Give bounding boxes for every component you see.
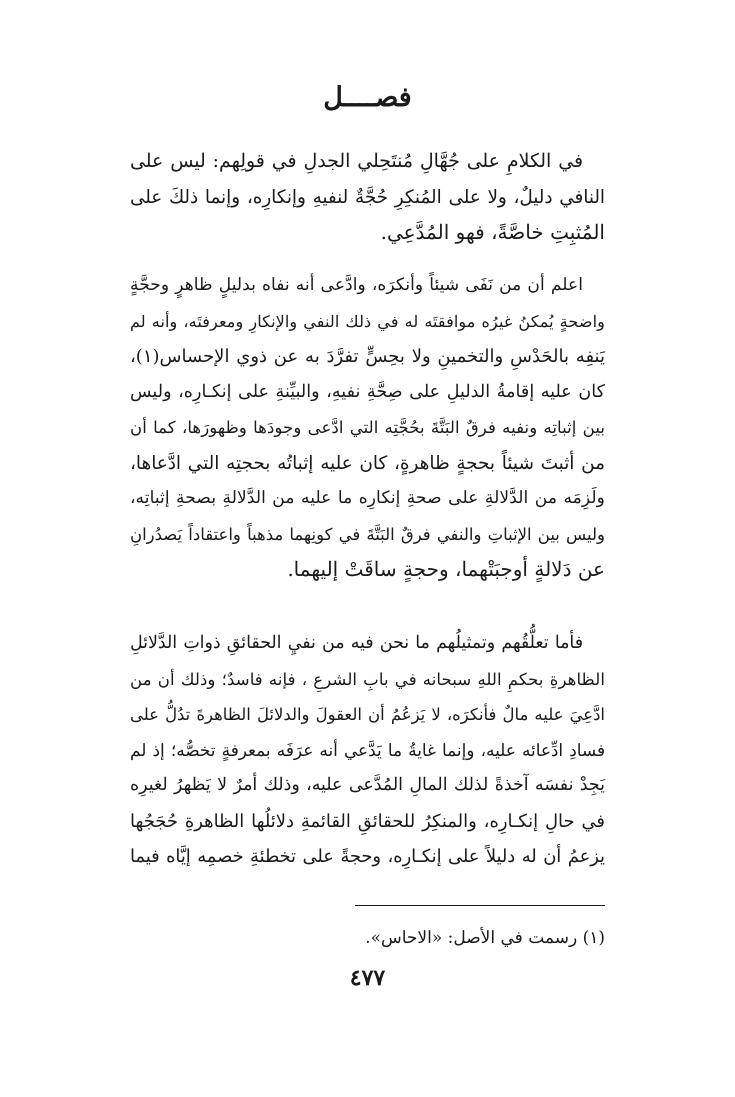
- page-number: ٤٧٧: [349, 965, 386, 991]
- section-heading: فصــــل: [323, 82, 412, 113]
- footnote-separator: [355, 905, 605, 906]
- paragraph-objection: [130, 626, 605, 875]
- text-line: النافي دليلٌ، ولا على المُنكِرِ حُجَّةٌ لنفيهِ وإنكارِه، وإنما ذلكَ على: [130, 186, 605, 208]
- text-line: عن دَلالةٍ أوجبَتْهما، وحجةٍ ساقَتْ إليهما.: [287, 557, 605, 581]
- text-line: كان عليه إقامةُ الدليلِ على صِحَّةِ نفيهِ، والبيِّنةِ على إنكـارِه، وليس: [130, 381, 605, 402]
- text-line: من أثبتَ شيئاً بحجةٍ ظاهرةٍ، كان عليه إثباتُه بحجتِه التي ادَّعاها،: [130, 452, 605, 474]
- paragraph-title-statement: [130, 144, 605, 251]
- text-line: المُثبِتِ خاصَّةً، فهو المُدَّعِي.: [380, 220, 605, 244]
- text-line: فأما تعلُّقُهم وتمثيلُهم ما نحن فيه من نفيِ الحقائقِ ذواتِ الدَّلائلِ: [130, 633, 583, 653]
- text-line: يَنفِه بالحَدْسِ والتخمينِ ولا بحِسٍّ تفرَّدَ به عن ذوي الإحساس(١)،: [130, 346, 605, 367]
- text-line: فسادِ ادِّعائه عليه، وإنما غايةُ ما يَدَّعي أنه عرَفَه بمعرفةٍ تخصُّه؛ إذ لم: [130, 739, 605, 760]
- text-line: يزعمُ أن له دليلاً على إنكـارِه، وحجةً على تخطئةِ خصمِه إيَّاه فيما: [130, 846, 605, 867]
- text-line: يَجِدْ نفسَه آخذةً لذلك المالِ المُدَّعى عليه، وذلك أمرٌ لا يَظهرُ لغيرِه: [130, 775, 605, 795]
- paragraph-main-argument: [130, 268, 605, 588]
- footnote: (١) رسمت في الأصل: «الاحاس».: [365, 928, 605, 948]
- text-line: وليس بين الإثباتِ والنفي فرقٌ البَتَّةَ في كونِهما مذهباً واعتقاداً يَصدُرانِ: [130, 524, 605, 544]
- text-line: في حالِ إنكـارِه، والمنكِرُ للحقائقِ القائمةِ دلائلُها الظاهرةِ حُجَجُها: [130, 810, 605, 832]
- text-line: الظاهرةِ بحكمِ اللهِ سبحانه في بابِ الشرعِ ، فإنه فاسدٌ؛ وذلك أن من: [130, 668, 605, 689]
- text-line: اعلم أن من نَفَى شيئاً وأنكرَه، وادَّعى أنه نفاه بدليلٍ ظاهرٍ وحجَّةٍ: [130, 275, 583, 295]
- text-line: ولَزِمَه من الدَّلالةِ على صحةِ إنكارِه ما عليه من الدَّلالةِ بصحةِ إثباتِه،: [130, 488, 605, 508]
- text-line: بين إثباتِه ونفيه فرقٌ البَتَّةَ بحُجَّتِه التي ادَّعى وجودَها وظهورَها، كما أن: [130, 418, 605, 437]
- text-line: في الكلامِ على جُهَّالِ مُنتَحِلي الجدلِ في قولِهم: ليس على: [130, 150, 583, 172]
- text-line: ادَّعِيَ عليه مالٌ فأنكرَه، لا يَزعُمُ أن العقولَ والدلائلَ الظاهرةَ تدُلُّ على: [130, 705, 605, 724]
- text-line: واضحةٍ يُمكنُ غيرُه موافقتَه له في ذلك النفي والإنكارِ ومعرفتَه، وأنه لم: [130, 311, 605, 331]
